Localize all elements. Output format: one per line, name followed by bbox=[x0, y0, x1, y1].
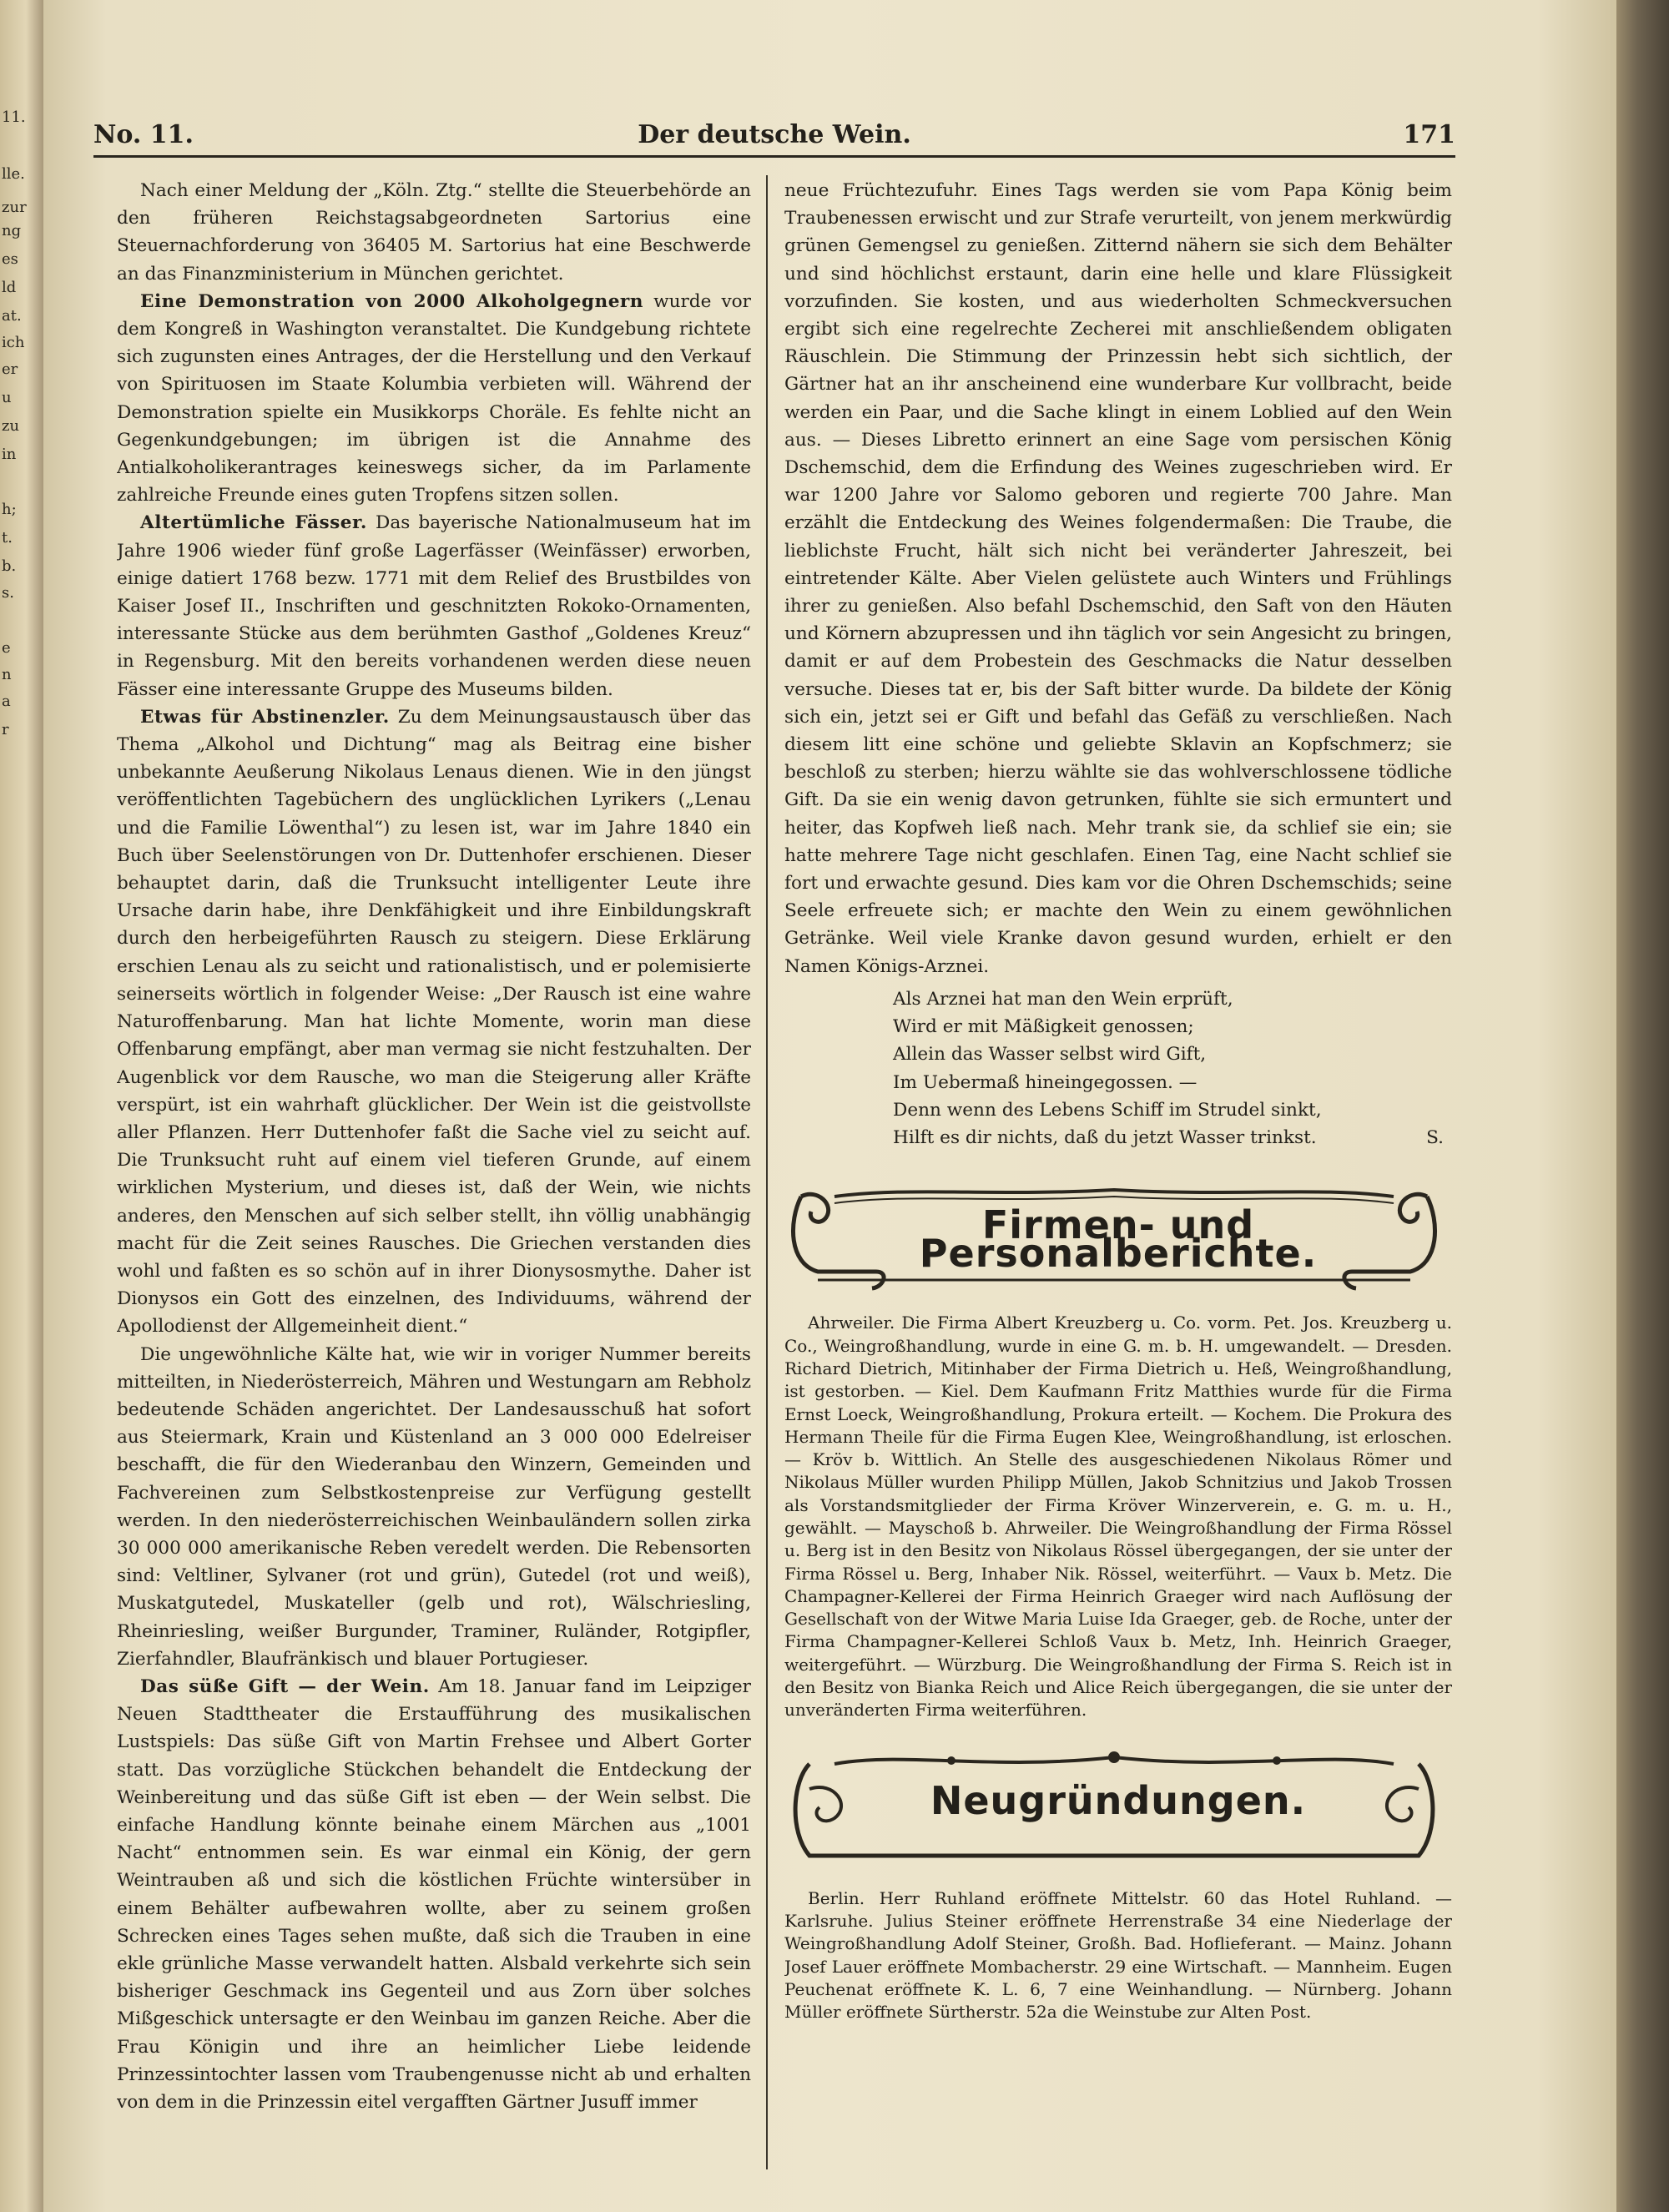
book-binding bbox=[1616, 0, 1669, 2212]
margin-fragment: lle. bbox=[2, 165, 25, 183]
section-header-neugruendungen bbox=[784, 1747, 1452, 1872]
margin-fragment: in bbox=[2, 446, 17, 463]
article-continuation: neue Früchtezufuhr. Eines Tags werden sie vom Papa König beim Traubenessen erwischt und zur Strafe verurteilt, von jenem merkwürdig grünen Gemengsel zu genießen. Zitternd nähern sie sich dem Behälter und sind höchlichst erstaunt, darin eine helle und klare Flüssigkeit vorzufinden. Sie kosten, und aus wiederholten Schmeckversuchen ergibt sich eine regelrechte Zecherei mit anschließendem obligaten Räuschlein. Die Stimmung der Prinzessin hebt sich sichtlich, der Gärtner hat an ihr anscheinend eine wunderbare Kur vollbracht, beide werden ein Paar, und die Sache klingt in einem Loblied auf den Wein aus. — Dieses Libretto erinnert an eine Sage vom persischen König Dschemschid, dem die Erfindung des Weines zugeschrieben wird. Er war 1200 Jahre vor Salomo geboren und regierte 700 Jahre. Man erzählt die Entdeckung des Weines folgendermaßen: Die Traube, die lieblichste Frucht, hält sich nicht bei veränderter Jahreszeit, bei eintretender Kälte. Aber Vielen gelüstete auch Winters und Frühlings ihrer zu genießen. Also befahl Dschemschid, den Saft von den Häuten und Körnern abzupressen und ihn täglich vor sein Angesicht zu bringen, damit er auf dem Probestein des Geschmacks die Natur desselben versuche. Dieses tat er, bis der Saft bitter wurde. Da bildete der König sich ein, jetzt sei er Gift und befahl das Gefäß zu verschließen. Nach diesem litt eine schöne und geliebte Sklavin an Kopfschmerz; sie beschloß zu sterben; hierzu wählte sie das wohlverschlossene tödliche Gift. Da sie ein wenig davon getrunken, fühlte sie sich ermuntert und heiter, das Kopfweh ließ nach. Mehr trank sie, da schlief sie ein; sie hatte mehrere Tage nicht geschlafen. Einen Tag, eine Nacht schlief sie fort und erwachte gesund. Dies kam vor die Ohren Dschemschids; seine Seele erfreuete sich; er machte den Wein zu einem gewöhnlichen Getränke. Weil viele Kranke davon gesund wurden, erhielt er den Namen Königs-Arznei. bbox=[784, 180, 1452, 977]
poem-line: Im Uebermaß hineingegossen. — bbox=[893, 1071, 1198, 1093]
margin-fragment: zu bbox=[2, 417, 20, 435]
margin-fragment: at. bbox=[2, 307, 22, 325]
margin-fragment: t. bbox=[2, 529, 13, 547]
margin-fragment: 11. bbox=[2, 108, 26, 126]
left-column bbox=[117, 177, 751, 2163]
margin-fragment: s. bbox=[2, 584, 14, 602]
article-abstinenzler: Etwas für Abstinenzler. Zu dem Meinungsaustausch über das Thema „Alkohol und Dichtung“ mag als Beitrag eine bisher unbekannte Aeußerung Nikolaus Lenaus dienen. Wie in den jüngst veröffentlichten Tagebüchern des unglücklichen Lyrikers („Lenau und die Familie Löwenthal“) zu lesen ist, war im Jahre 1840 ein Buch über Seelenstörungen von Dr. Duttenhofer erschienen. Dieser behauptet darin, daß die Trunksucht intelligenter Leute ihre Ursache darin habe, ihre Denkfähigkeit und ihre Einbildungskraft durch den herbeigeführten Rausch zu steigern. Diese Erklärung erschien Lenau als zu seicht und rationalistisch, und er polemisierte seinerseits wörtlich in folgender Weise: „Der Rausch ist eine wahre Naturoffenbarung. Man hat lichte Momente, worin man diese Offenbarung empfängt, aber man vermag sie nicht festzuhalten. Der Augenblick vor dem Rausche, wo man die Steigerung aller Kräfte verspürt, ist ein wahrhaft glücklicher. Der Wein ist die geistvollste aller Pflanzen. Herr Duttenhofer faßt die Sache viel zu seicht auf. Die Trunksucht ruht auf einem viel tieferen Grunde, auf einem wirklichen Mysterium, und dieses ist, daß der Wein, wie nichts anderes, den Menschen auf sich selber stellt, ihn völlig unabhängig macht für die Zeit seines Rausches. Die Griechen verstanden dies wohl und faßten es so schön auf in ihrer Dionysosmythe. Daher ist Dionysos ein Gott des einzelnen, des Individuums, während der Apollodienst der Allgemeinheit dient.“ bbox=[117, 706, 751, 1338]
margin-fragment: ld bbox=[2, 279, 17, 296]
page-header bbox=[93, 117, 1455, 158]
margin-fragment: u bbox=[2, 389, 12, 406]
margin-fragment: zur bbox=[2, 199, 27, 216]
poem-line: Als Arznei hat man den Wein erprüft, bbox=[893, 988, 1233, 1010]
right-column bbox=[784, 177, 1452, 2163]
margin-fragment: es bbox=[2, 250, 18, 268]
poem-line: Denn wenn des Lebens Schiff im Strudel sinkt, bbox=[893, 1099, 1322, 1121]
margin-fragment: h; bbox=[2, 501, 17, 518]
author-signature: S. bbox=[1426, 1127, 1444, 1149]
previous-page-edge bbox=[0, 0, 43, 2212]
section-header-firmenberichte bbox=[784, 1172, 1452, 1297]
publication-title: Der deutsche Wein. bbox=[638, 120, 911, 149]
margin-fragment: a bbox=[2, 693, 11, 710]
section-title: Firmen- und Personalberichte. bbox=[919, 1202, 1318, 1276]
poem-line: Hilft es dir nichts, daß du jetzt Wasser trinkst. bbox=[893, 1126, 1317, 1148]
poem-line: Wird er mit Mäßigkeit genossen; bbox=[893, 1016, 1194, 1038]
page-number: 171 bbox=[1403, 120, 1455, 149]
issue-number: No. 11. bbox=[93, 120, 194, 149]
margin-fragment: ng bbox=[2, 222, 22, 239]
margin-fragment: b. bbox=[2, 557, 17, 575]
margin-fragment: n bbox=[2, 666, 12, 683]
firmenberichte-body bbox=[784, 1312, 1452, 1721]
neugruendungen-body bbox=[784, 1887, 1452, 2024]
margin-fragment: r bbox=[2, 721, 9, 738]
article-altertuemliche-faesser: Altertümliche Fässer. Das bayerische Nationalmuseum hat im Jahre 1906 wieder fünf große Lagerfässer (Weinfässer) erworben, einige datiert 1768 bezw. 1771 mit dem Relief des Brustbildes von Kaiser Josef II., Inschriften und geschnitzten Rokoko-Ornamenten, interessante Stücke aus dem berühmten Gasthof „Goldenes Kreuz“ in Regensburg. Mit den bereits vorhandenen werden diese neuen Fässer eine interessante Gruppe des Museums bilden. bbox=[117, 512, 751, 700]
firmenberichte-text: Ahrweiler. Die Firma Albert Kreuzberg u. Co. vorm. Pet. Jos. Kreuzberg u. Co., Weingroßhandlung, wurde in eine G. m. b. H. umgewandelt. — Dresden. Richard Dietrich, Mitinhaber der Firma Dietrich u. Heß, Weingroßhandlung, ist gestorben. — Kiel. Dem Kaufmann Fritz Matthies wurde für die Firma Ernst Loeck, Weingroßhandlung, Prokura erteilt. — Kochem. Die Prokura des Hermann Theile für die Firma Eugen Klee, Weingroßhandlung, ist erloschen. — Kröv b. Wittlich. An Stelle des ausgeschiedenen Nikolaus Römer und Nikolaus Müller wurden Philipp Müllen, Jakob Schnitzius und Jakob Trossen als Vorstandsmitglieder der Firma Kröver Winzerverein, e. G. m. u. H., gewählt. — Mayschoß b. Ahrweiler. Die Weingroßhandlung der Firma Rössel u. Berg ist in den Besitz von Nikolaus Rössel übergegangen, der sie unter der Firma Rössel u. Berg, Inhaber Nik. Rössel, weiterführt. — Vaux b. Metz. Die Champagner-Kellerei der Firma Heinrich Graeger wird nach Auflösung der Gesellschaft von der Witwe Maria Luise Ida Graeger, geb. de Roche, unter der Firma Champagner-Kellerei Schloß Vaux b. Metz, Inh. Heinrich Graeger, weitergeführt. — Würzburg. Die Weingroßhandlung der Firma S. Reich ist in den Besitz von Bianka Reich und Alice Reich übergegangen, die sie unter der unveränderten Firma weiterführen. bbox=[784, 1313, 1452, 1721]
article-demonstration: Eine Demonstration von 2000 Alkoholgegnern wurde vor dem Kongreß in Washington veranstaltet. Die Kundgebung richtete sich zugunsten eines Antrages, der die Herstellung und den Verkauf von Spirituosen im Staate Kolumbia verbieten will. Während der Demonstration spielte ein Musikkorps Choräle. Es fehlte nicht an Gegenkundgebungen; im übrigen ist die Annahme des Antialkoholikerantrages keineswegs sicher, da im Parlamente zahlreiche Freunde eines guten Tropfens sitzen sollen. bbox=[117, 290, 751, 506]
article-suesse-gift: Das süße Gift — der Wein. Am 18. Januar fand im Leipziger Neuen Stadttheater die Erstaufführung des musikalischen Lustspiels: Das süße Gift von Martin Frehsee und Albert Gorter statt. Das vorzügliche Stückchen behandelt die Entdeckung der Weinbereitung und das süße Gift ist eben — der Wein selbst. Die einfache Handlung könnte beinahe einem Märchen aus „1001 Nacht“ entnommen sein. Es war einmal ein König, der gern Weintrauben aß und sich die köstlichen Früchte wintersüber in einem Behälter aufbewahren wollte, aber zu seinem großen Schrecken eines Tages sehen mußte, daß sich die Trauben in eine ekle grünliche Masse verwandelt hatten. Alsbald verkehrte sich sein bisheriger Geschmack ins Gegenteil und aus Zorn über solches Mißgeschick untersagte er den Weinbau im ganzen Reiche. Aber die Frau Königin und ihre an heimlicher Liebe leidende Prinzessintochter lassen vom Traubengenusse nicht ab und erhalten von dem in die Prinzessin eitel vergafften Gärtner Jusuff immer bbox=[117, 1675, 751, 2114]
margin-fragment: er bbox=[2, 360, 18, 378]
margin-fragment: e bbox=[2, 639, 11, 657]
article-steuernachforderung: Nach einer Meldung der „Köln. Ztg.“ stellte die Steuerbehörde an den früheren Reichstagsabgeordneten Sartorius eine Steuernachforderung von 36405 M. Sartorius hat eine Beschwerde an das Finanzministerium in München gerichtet. bbox=[117, 180, 751, 285]
column-divider bbox=[766, 175, 768, 2169]
neugruendungen-text: Berlin. Herr Ruhland eröffnete Mittelstr. 60 das Hotel Ruhland. — Karlsruhe. Julius Steiner eröffnete Herrenstraße 34 eine Niederlage der Weingroßhandlung Adolf Steiner, Großh. Bad. Hoflieferant. — Mainz. Johann Josef Lauer eröffnete Mombacherstr. 29 eine Wirtschaft. — Mannheim. Eugen Peuchenat eröffnete K. L. 6, 7 eine Weinhandlung. — Nürnberg. Johann Müller eröffnete Sürtherstr. 52a die Weinstube zur Alten Post. bbox=[784, 1887, 1452, 2023]
margin-fragment: ich bbox=[2, 334, 25, 351]
poem-line: Allein das Wasser selbst wird Gift, bbox=[893, 1044, 1207, 1066]
article-kaelte: Die ungewöhnliche Kälte hat, wie wir in voriger Nummer bereits mitteilten, in Niederösterreich, Mähren und Westungarn am Rebholz bedeutende Schäden angerichtet. Der Landesausschuß hat sofort aus Steiermark, Krain und Küstenland an 3 000 000 Edelreiser beschafft, die für den Wiederanbau den Winzern, Gemeinden und Fachvereinen zum Selbstkostenpreise zur Verfügung gestellt werden. In den niederösterreichischen Weinbauländern sollen zirka 30 000 000 amerikanische Reben veredelt werden. Die Rebensorten sind: Veltliner, Sylvaner (rot und grün), Gutedel (rot und weiß), Muskatgutedel, Muskateller (gelb und rot), Wälschriesling, Rheinriesling, weißer Burgunder, Traminer, Ruländer, Rotgipfler, Zierfahndler, Blaufränkisch und blauer Portugieser. bbox=[117, 1343, 751, 1670]
section-title: Neugründungen. bbox=[930, 1777, 1307, 1823]
